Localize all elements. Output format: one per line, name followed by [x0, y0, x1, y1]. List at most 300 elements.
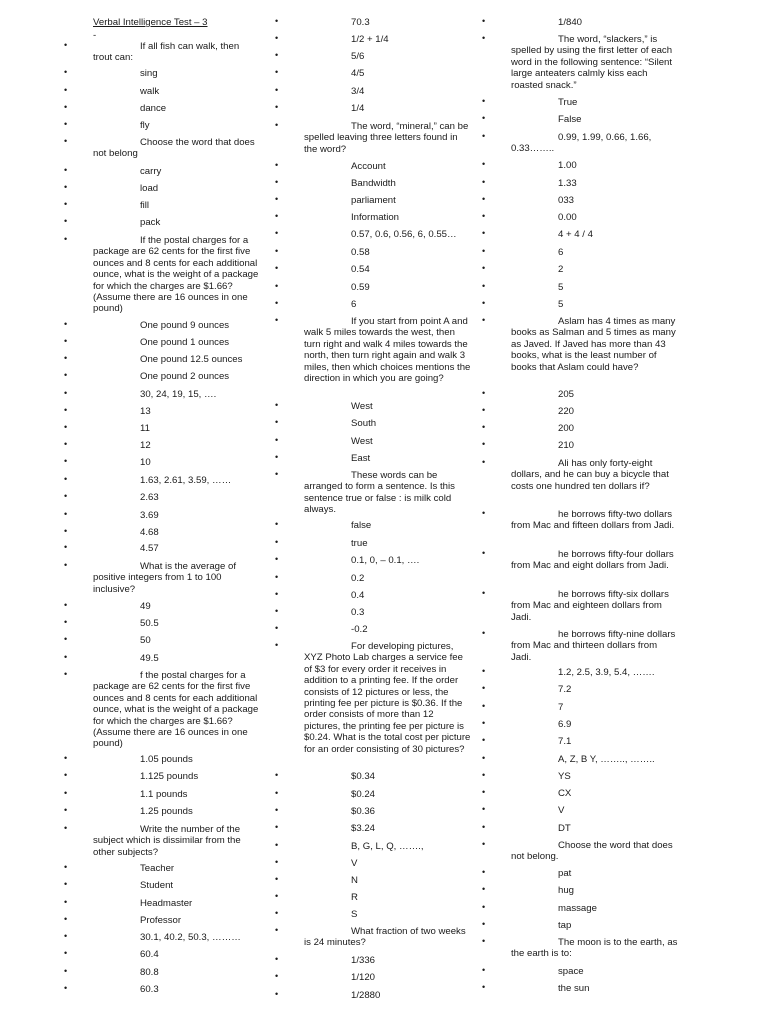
- bullet-icon: •: [64, 600, 68, 610]
- option-item: [482, 966, 678, 977]
- option-item: [275, 436, 471, 447]
- question-item: [64, 670, 260, 750]
- option-item: [64, 806, 260, 817]
- bullet-icon: •: [482, 228, 486, 238]
- option-item: [482, 903, 678, 914]
- option-item: [482, 684, 678, 695]
- option-text: False: [558, 114, 582, 125]
- bullet-icon: •: [64, 634, 68, 644]
- bullet-icon: •: [482, 884, 486, 894]
- option-text: 1/336: [351, 955, 376, 966]
- bullet-icon: •: [482, 263, 486, 273]
- bullet-icon: •: [275, 120, 279, 130]
- question-item: [275, 121, 471, 155]
- bullet-icon: •: [275, 954, 279, 964]
- bullet-icon: •: [482, 548, 486, 558]
- bullet-icon: •: [482, 718, 486, 728]
- bullet-icon: •: [482, 666, 486, 676]
- option-item: [275, 771, 471, 782]
- bullet-icon: •: [482, 211, 486, 221]
- title-dash: -: [93, 30, 97, 41]
- option-item: [275, 823, 471, 834]
- option-item: [64, 423, 260, 434]
- option-item: [64, 166, 260, 177]
- question-text: The moon is to the earth, as the earth is to:: [511, 937, 678, 960]
- option-text: 5: [558, 299, 564, 310]
- option-text: pat: [558, 868, 572, 879]
- bullet-icon: •: [64, 823, 68, 833]
- bullet-icon: •: [64, 770, 68, 780]
- question-item: [64, 137, 260, 160]
- option-text: 50.5: [140, 618, 159, 629]
- option-text: 4 + 4 / 4: [558, 229, 593, 240]
- option-text: One pound 2 ounces: [140, 371, 230, 382]
- option-text: 2.63: [140, 492, 159, 503]
- option-item: [275, 875, 471, 886]
- bullet-icon: •: [482, 159, 486, 169]
- bullet-icon: •: [275, 840, 279, 850]
- option-text: Teacher: [140, 863, 175, 874]
- bullet-icon: •: [275, 435, 279, 445]
- question-text: These words can be arranged to form a sentence. Is this sentence true or false : is milk cold always.: [304, 470, 455, 516]
- bullet-icon: •: [64, 526, 68, 536]
- bullet-icon: •: [64, 652, 68, 662]
- bullet-icon: •: [64, 439, 68, 449]
- option-text: load: [140, 183, 159, 194]
- bullet-icon: •: [64, 119, 68, 129]
- bullet-icon: •: [275, 33, 279, 43]
- bullet-icon: •: [482, 96, 486, 106]
- option-item: [275, 841, 471, 852]
- option-text: 0.00: [558, 212, 577, 223]
- question-item: [482, 589, 678, 623]
- option-text: 4.68: [140, 527, 159, 538]
- bullet-icon: •: [482, 936, 486, 946]
- question-text: Write the number of the subject which is dissimilar from the other subjects?: [93, 824, 241, 858]
- option-text: 1.00: [558, 160, 577, 171]
- option-item: [482, 920, 678, 931]
- option-text: 49.5: [140, 653, 159, 664]
- bullet-icon: •: [275, 67, 279, 77]
- option-item: [482, 247, 678, 258]
- option-text: 1/120: [351, 972, 376, 983]
- option-item: [275, 103, 471, 114]
- option-text: 0.3: [351, 607, 365, 618]
- option-item: [482, 160, 678, 171]
- bullet-icon: •: [64, 85, 68, 95]
- bullet-icon: •: [64, 805, 68, 815]
- option-text: hug: [558, 885, 575, 896]
- bullet-icon: •: [482, 902, 486, 912]
- question-text: he borrows fifty-six dollars from Mac and eighteen dollars from Jadi.: [511, 589, 669, 623]
- option-text: false: [351, 520, 372, 531]
- option-text: 80.8: [140, 967, 159, 978]
- option-text: Professor: [140, 915, 182, 926]
- option-item: [64, 200, 260, 211]
- bullet-icon: •: [482, 405, 486, 415]
- bullet-icon: •: [64, 234, 68, 244]
- bullet-icon: •: [482, 683, 486, 693]
- bullet-icon: •: [64, 388, 68, 398]
- bullet-icon: •: [64, 370, 68, 380]
- option-text: 6: [351, 299, 357, 310]
- option-text: 210: [558, 440, 575, 451]
- question-item: [275, 926, 471, 949]
- bullet-icon: •: [64, 422, 68, 432]
- bullet-icon: •: [64, 509, 68, 519]
- question-text: f the postal charges for a package are 62 cents for the first five ounces and 8 cents for each additional ounce, what is the weight of a package for which the charges are $1.66? (Assume there are 16 ounces in one pound): [93, 670, 259, 750]
- option-item: [64, 120, 260, 131]
- bullet-icon: •: [482, 388, 486, 398]
- bullet-icon: •: [482, 965, 486, 975]
- bullet-icon: •: [482, 439, 486, 449]
- option-text: 4/5: [351, 68, 365, 79]
- option-text: 0.4: [351, 590, 365, 601]
- option-item: [64, 440, 260, 451]
- question-text: Ali has only forty-eight dollars, and he can buy a bicycle that costs one hundred ten dollars if?: [511, 458, 669, 492]
- bullet-icon: •: [482, 131, 486, 141]
- option-item: [64, 68, 260, 79]
- option-text: $0.34: [351, 771, 376, 782]
- bullet-icon: •: [275, 160, 279, 170]
- bullet-icon: •: [275, 857, 279, 867]
- option-text: One pound 12.5 ounces: [140, 354, 243, 365]
- option-item: [275, 972, 471, 983]
- bullet-icon: •: [275, 194, 279, 204]
- option-item: [64, 183, 260, 194]
- option-item: [275, 299, 471, 310]
- option-item: [482, 719, 678, 730]
- option-item: [64, 217, 260, 228]
- option-text: S: [351, 909, 358, 920]
- option-item: [275, 573, 471, 584]
- question-item: [64, 235, 260, 315]
- option-item: [275, 538, 471, 549]
- question-item: [482, 458, 678, 492]
- option-text: the sun: [558, 983, 590, 994]
- option-item: [64, 510, 260, 521]
- option-text: 11: [140, 423, 150, 434]
- option-item: [64, 949, 260, 960]
- option-text: 3.69: [140, 510, 159, 521]
- option-text: 5: [558, 282, 564, 293]
- bullet-icon: •: [275, 519, 279, 529]
- option-item: [64, 492, 260, 503]
- question-item: [482, 132, 678, 155]
- option-item: [275, 806, 471, 817]
- option-item: [275, 161, 471, 172]
- bullet-icon: •: [275, 908, 279, 918]
- option-item: [64, 103, 260, 114]
- column-1: [64, 0, 260, 1024]
- option-text: 1.125 pounds: [140, 771, 199, 782]
- bullet-icon: •: [64, 199, 68, 209]
- bullet-icon: •: [64, 862, 68, 872]
- option-item: [275, 909, 471, 920]
- option-item: [482, 299, 678, 310]
- option-item: [64, 898, 260, 909]
- option-item: [64, 406, 260, 417]
- option-item: [275, 418, 471, 429]
- option-text: pack: [140, 217, 161, 228]
- bullet-icon: •: [64, 753, 68, 763]
- question-text: he borrows fifty-four dollars from Mac and eight dollars from Jadi.: [511, 549, 674, 572]
- option-item: [64, 967, 260, 978]
- option-item: [275, 453, 471, 464]
- question-text: If you start from point A and walk 5 miles towards the west, then turn right and walk 4 miles towards the north, then turn right again and walk 3 miles, then which choices mentions the direction in which you are going?: [304, 316, 471, 385]
- bullet-icon: •: [482, 246, 486, 256]
- question-text: he borrows fifty-two dollars from Mac and fifteen dollars from Jadi.: [511, 509, 675, 532]
- question-item: [275, 316, 471, 384]
- bullet-icon: •: [482, 177, 486, 187]
- option-text: 60.3: [140, 984, 159, 995]
- bullet-icon: •: [275, 177, 279, 187]
- bullet-icon: •: [64, 216, 68, 226]
- bullet-icon: •: [64, 914, 68, 924]
- bullet-icon: •: [482, 770, 486, 780]
- option-item: [275, 51, 471, 62]
- question-item: [482, 34, 678, 91]
- option-item: [64, 543, 260, 554]
- option-item: [482, 754, 678, 765]
- option-text: V: [351, 858, 358, 869]
- option-text: CX: [558, 788, 572, 799]
- question-item: [482, 937, 678, 960]
- bullet-icon: •: [64, 560, 68, 570]
- option-text: 12: [140, 440, 151, 451]
- option-text: Information: [351, 212, 399, 223]
- question-text: Aslam has 4 times as many books as Salman and 5 times as many as Javed. If Javed has more than 43 books, what is the least number of books that Aslam could have?: [511, 316, 676, 373]
- bullet-icon: •: [275, 452, 279, 462]
- bullet-icon: •: [64, 669, 68, 679]
- bullet-icon: •: [275, 822, 279, 832]
- option-item: [482, 406, 678, 417]
- question-text: Choose the word that does not belong: [93, 137, 255, 160]
- option-text: One pound 9 ounces: [140, 320, 230, 331]
- option-text: fly: [140, 120, 150, 131]
- question-item: [275, 641, 471, 755]
- option-text: $0.36: [351, 806, 376, 817]
- option-text: space: [558, 966, 584, 977]
- bullet-icon: •: [64, 897, 68, 907]
- option-item: [482, 736, 678, 747]
- bullet-icon: •: [275, 572, 279, 582]
- option-item: [275, 178, 471, 189]
- question-item: [482, 629, 678, 663]
- bullet-icon: •: [482, 588, 486, 598]
- bullet-icon: •: [275, 925, 279, 935]
- bullet-icon: •: [482, 735, 486, 745]
- option-item: [275, 247, 471, 258]
- bullet-icon: •: [275, 469, 279, 479]
- bullet-icon: •: [482, 194, 486, 204]
- option-item: [482, 667, 678, 678]
- bullet-icon: •: [64, 136, 68, 146]
- question-item: [482, 509, 678, 532]
- option-text: 1.05 pounds: [140, 754, 193, 765]
- option-item: [64, 789, 260, 800]
- option-text: Bandwidth: [351, 178, 396, 189]
- option-item: [64, 863, 260, 874]
- option-text: 0.2: [351, 573, 365, 584]
- option-text: 10: [140, 457, 151, 468]
- bullet-icon: •: [275, 85, 279, 95]
- bullet-icon: •: [275, 315, 279, 325]
- bullet-icon: •: [482, 804, 486, 814]
- option-text: 0.1, 0, – 0.1, ….: [351, 555, 420, 566]
- bullet-icon: •: [482, 113, 486, 123]
- option-item: [482, 212, 678, 223]
- option-item: [482, 178, 678, 189]
- bullet-icon: •: [482, 753, 486, 763]
- question-text: 0.99, 1.99, 0.66, 1.66, 0.33……..: [511, 132, 652, 155]
- bullet-icon: •: [275, 891, 279, 901]
- option-text: massage: [558, 903, 597, 914]
- option-item: [64, 653, 260, 664]
- option-text: 5/6: [351, 51, 365, 62]
- option-item: [64, 475, 260, 486]
- option-text: 30, 24, 19, 15, ….: [140, 389, 217, 400]
- option-item: [482, 97, 678, 108]
- bullet-icon: •: [275, 770, 279, 780]
- bullet-icon: •: [482, 508, 486, 518]
- option-text: 3/4: [351, 86, 365, 97]
- option-text: B, G, L, Q, …….,: [351, 841, 424, 852]
- option-text: tap: [558, 920, 572, 931]
- option-item: [482, 114, 678, 125]
- bullet-icon: •: [482, 839, 486, 849]
- option-item: [275, 555, 471, 566]
- column-3: [482, 0, 678, 1024]
- bullet-icon: •: [64, 474, 68, 484]
- option-text: A, Z, B Y, …….., ……..: [558, 754, 655, 765]
- question-item: [64, 824, 260, 858]
- option-item: [275, 34, 471, 45]
- option-item: [482, 195, 678, 206]
- option-item: [482, 282, 678, 293]
- question-text: For developing pictures, XYZ Photo Lab charges a service fee of $3 for every order it receives in addition to a printing fee. If the order consists of 12 pictures or less, the printing fee per picture is $0.36. If the order consists of more than 12 pictures, the printing fee per picture is $0.24. What is the total cost per picture for an order consisting of 30 pictures?: [304, 641, 471, 755]
- option-text: 7.1: [558, 736, 572, 747]
- bullet-icon: •: [482, 281, 486, 291]
- option-text: 0.59: [351, 282, 370, 293]
- option-item: [482, 983, 678, 994]
- option-text: 30.1, 40.2, 50.3, ………: [140, 932, 241, 943]
- bullet-icon: •: [275, 417, 279, 427]
- bullet-icon: •: [275, 263, 279, 273]
- bullet-icon: •: [482, 919, 486, 929]
- option-item: [64, 457, 260, 468]
- question-text: If the postal charges for a package are 62 cents for the first five ounces and 8 cents for each additional ounce, what is the weight of a package for which the charges are $1.66? (Assume there are 16 ounces in one pound): [93, 235, 259, 315]
- bullet-icon: •: [64, 353, 68, 363]
- option-text: West: [351, 436, 373, 447]
- option-item: [64, 337, 260, 348]
- option-text: 1.33: [558, 178, 577, 189]
- option-item: [275, 212, 471, 223]
- bullet-icon: •: [64, 102, 68, 112]
- option-text: 1.25 pounds: [140, 806, 193, 817]
- option-item: [64, 915, 260, 926]
- option-item: [275, 401, 471, 412]
- option-item: [64, 635, 260, 646]
- option-text: 2: [558, 264, 564, 275]
- option-item: [64, 601, 260, 612]
- option-text: carry: [140, 166, 162, 177]
- option-text: true: [351, 538, 368, 549]
- option-item: [64, 880, 260, 891]
- option-item: [482, 823, 678, 834]
- option-item: [275, 17, 471, 28]
- bullet-icon: •: [275, 989, 279, 999]
- column-2: [275, 0, 471, 1024]
- bullet-icon: •: [275, 211, 279, 221]
- option-item: [482, 702, 678, 713]
- question-text: What is the average of positive integers from 1 to 100 inclusive?: [93, 561, 236, 595]
- option-text: parliament: [351, 195, 396, 206]
- option-item: [482, 17, 678, 28]
- option-text: 4.57: [140, 543, 159, 554]
- option-item: [275, 68, 471, 79]
- option-text: YS: [558, 771, 571, 782]
- option-text: $0.24: [351, 789, 376, 800]
- bullet-icon: •: [64, 336, 68, 346]
- option-item: [275, 282, 471, 293]
- question-item: [482, 840, 678, 863]
- option-item: [275, 955, 471, 966]
- option-text: R: [351, 892, 358, 903]
- option-text: -0.2: [351, 624, 368, 635]
- option-item: [275, 590, 471, 601]
- option-item: [64, 984, 260, 995]
- option-text: 1.2, 2.5, 3.9, 5.4, …….: [558, 667, 655, 678]
- option-text: DT: [558, 823, 571, 834]
- question-text: What fraction of two weeks is 24 minutes?: [304, 926, 466, 949]
- bullet-icon: •: [275, 228, 279, 238]
- option-item: [275, 264, 471, 275]
- option-text: 7.2: [558, 684, 572, 695]
- option-item: [275, 520, 471, 531]
- option-text: 7: [558, 702, 564, 713]
- option-text: East: [351, 453, 371, 464]
- bullet-icon: •: [64, 879, 68, 889]
- option-text: 70.3: [351, 17, 370, 28]
- bullet-icon: •: [275, 640, 279, 650]
- option-item: [64, 771, 260, 782]
- option-item: [64, 371, 260, 382]
- option-item: [64, 354, 260, 365]
- question-item: [64, 41, 260, 64]
- option-text: dance: [140, 103, 167, 114]
- bullet-icon: •: [64, 542, 68, 552]
- bullet-icon: •: [64, 182, 68, 192]
- option-item: [275, 858, 471, 869]
- option-item: [482, 389, 678, 400]
- option-text: 6.9: [558, 719, 572, 730]
- option-text: 1.1 pounds: [140, 789, 188, 800]
- question-item: [482, 549, 678, 572]
- question-text: If all fish can walk, then trout can:: [93, 41, 240, 64]
- option-text: Student: [140, 880, 174, 891]
- option-text: 220: [558, 406, 575, 417]
- option-item: [64, 618, 260, 629]
- bullet-icon: •: [482, 822, 486, 832]
- bullet-icon: •: [482, 315, 486, 325]
- bullet-icon: •: [64, 983, 68, 993]
- option-text: South: [351, 418, 377, 429]
- bullet-icon: •: [64, 319, 68, 329]
- bullet-icon: •: [482, 16, 486, 26]
- bullet-icon: •: [275, 971, 279, 981]
- bullet-icon: •: [482, 298, 486, 308]
